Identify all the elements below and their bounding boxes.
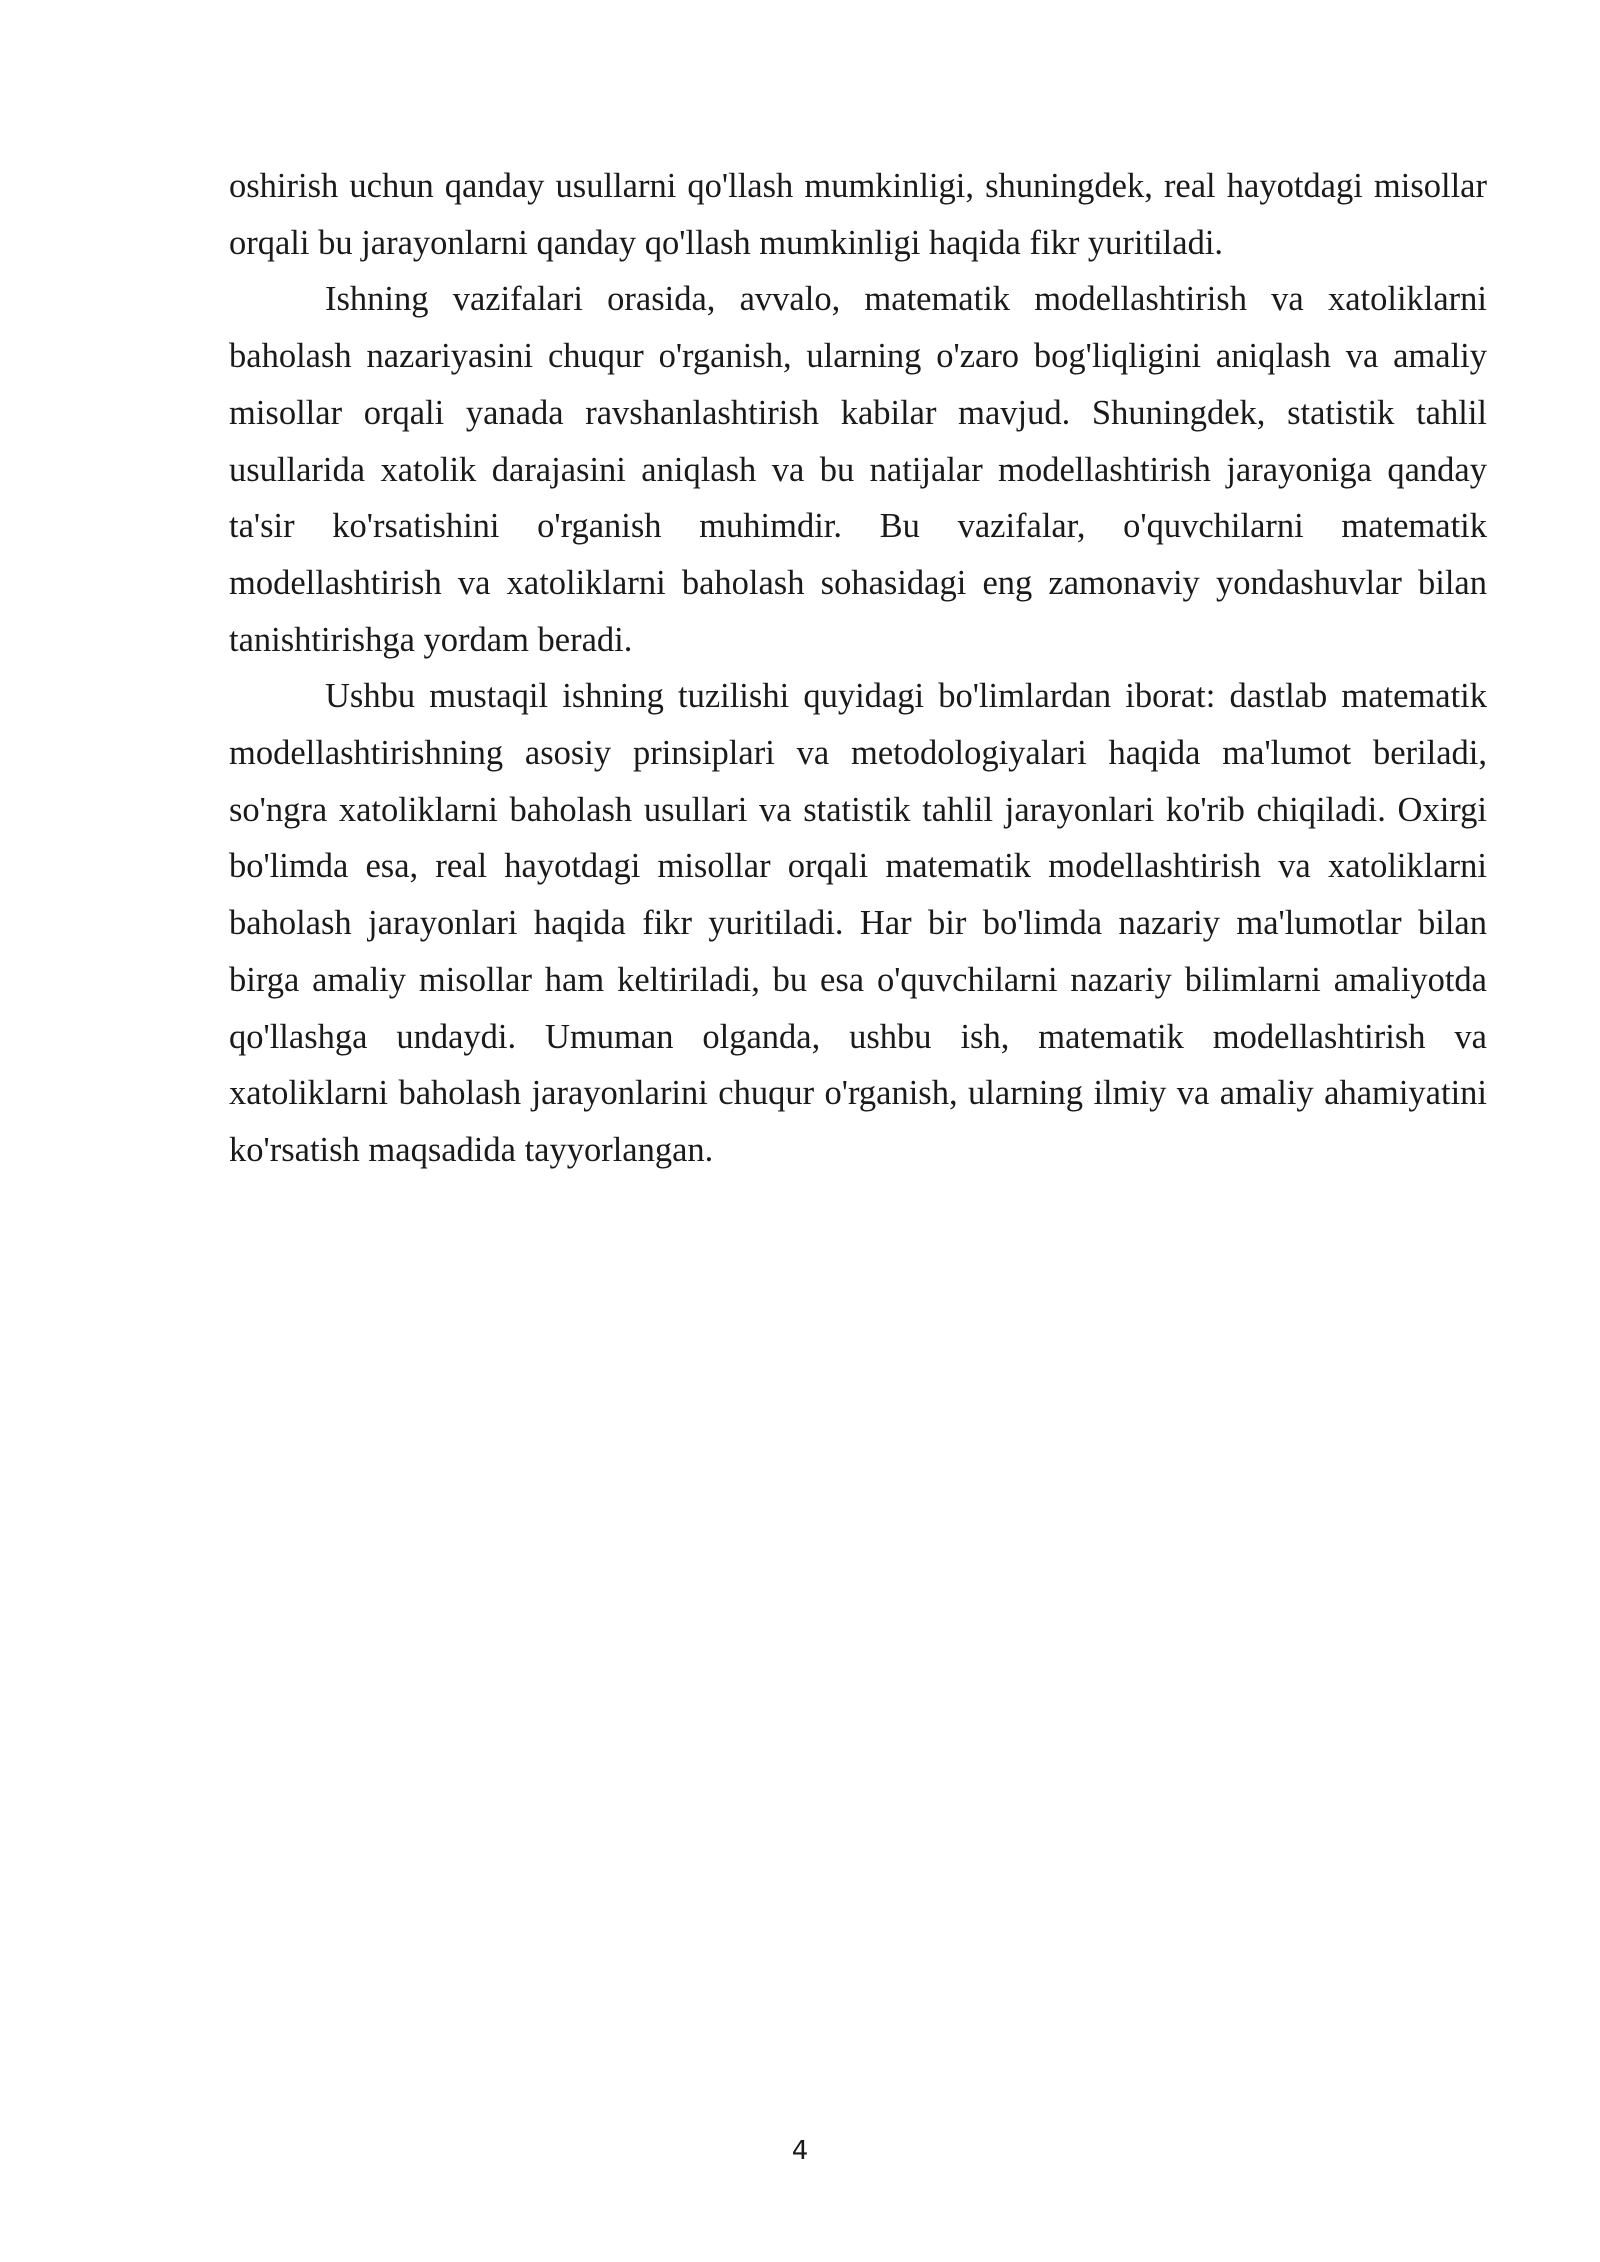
paragraph-structure: Ushbu mustaqil ishning tuzilishi quyidagi bo'limlardan iborat: dastlab matematik modellashtirishning asosiy prinsiplari va metodologiyalari haqida ma'lumot beriladi, so'ngra xatoliklarni baholash usullari va statistik tahlil jarayonlari ko'rib chiqiladi. Oxirgi bo'limda esa, real hayotdagi misollar orqali matematik modellashtirish va xatoliklarni baholash jarayonlari haqida fikr yuritiladi. Har bir bo'limda nazariy ma'lumotlar bilan birga amaliy misollar ham keltiriladi, bu esa o'quvchilarni nazariy bilimlarni amaliyotda qo'llashga undaydi. Umuman olganda, ushbu ish, matematik modellashtirish va xatoliklarni baholash jarayonlarini chuqur o'rganish, ularning ilmiy va amaliy ahamiyatini ko'rsatish maqsadida tayyorlangan. bbox=[229, 677, 1487, 1169]
body-text bbox=[229, 158, 1487, 1179]
page-number: 4 bbox=[791, 2136, 809, 2166]
paragraph-tasks: Ishning vazifalari orasida, avvalo, matematik modellashtirish va xatoliklarni baholash nazariyasini chuqur o'rganish, ularning o'zaro bog'liqligini aniqlash va amaliy misollar orqali yanada ravshanlashtirish kabilar mavjud. Shuningdek, statistik tahlil usullarida xatolik darajasini aniqlash va bu natijalar modellashtirish jarayoniga qanday ta'sir ko'rsatishini o'rganish muhimdir. Bu vazifalar, o'quvchilarni matematik modellashtirish va xatoliklarni baholash sohasidagi eng zamonaviy yondashuvlar bilan tanishtirishga yordam beradi. bbox=[229, 280, 1487, 659]
paragraph-continuation: oshirish uchun qanday usullarni qo'llash mumkinligi, shuningdek, real hayotdagi misollar orqali bu jarayonlarni qanday qo'llash mumkinligi haqida fikr yuritiladi. bbox=[229, 167, 1487, 262]
